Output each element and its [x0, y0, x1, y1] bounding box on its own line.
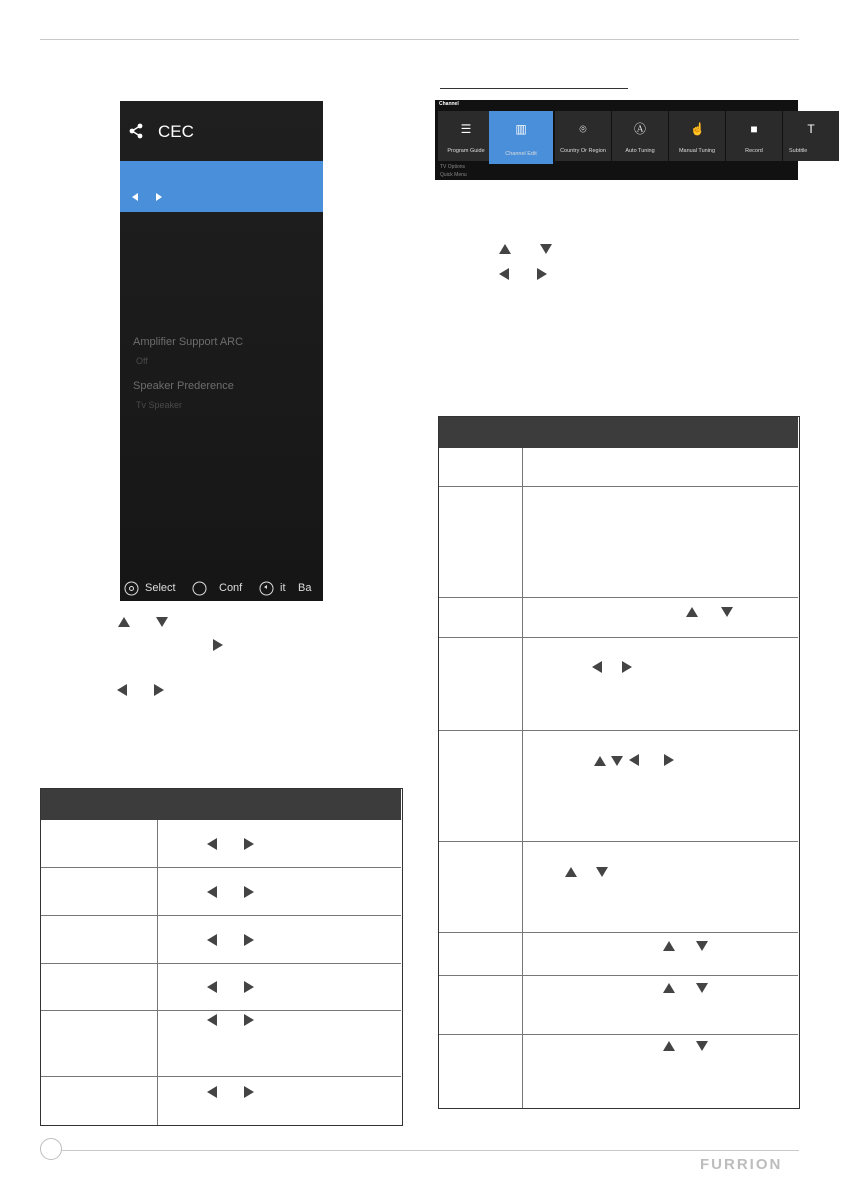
left-arrow-icon — [207, 1014, 217, 1026]
sub-item-quick-menu[interactable]: Quick Menu — [440, 172, 467, 178]
down-arrow-icon — [596, 867, 608, 877]
hand-pointer-icon: ☝ — [690, 122, 705, 136]
down-arrow-icon — [696, 983, 708, 993]
up-arrow-icon — [663, 983, 675, 993]
footer-exit: it — [280, 582, 286, 594]
right-arrow-icon — [244, 886, 254, 898]
right-arrow-icon — [244, 981, 254, 993]
right-arrow-icon — [622, 661, 632, 673]
sub-item-tv-options[interactable]: TV Options — [440, 164, 466, 170]
down-arrow-icon — [156, 617, 168, 627]
left-arrow-icon — [117, 684, 127, 696]
tile-manual-tuning[interactable]: ☝ Manual Tuning — [669, 111, 725, 161]
left-settings-table — [40, 788, 403, 1126]
right-arrow-icon — [213, 639, 223, 651]
left-arrow-icon — [592, 661, 602, 673]
up-arrow-icon — [118, 617, 130, 627]
left-arrow-icon — [207, 934, 217, 946]
tile-record[interactable]: ■ Record — [726, 111, 782, 161]
tile-program-guide[interactable]: ☰ Program Guide — [438, 111, 494, 161]
header-rule — [40, 39, 799, 40]
up-arrow-icon — [686, 607, 698, 617]
camera-icon: ■ — [750, 122, 758, 136]
footer-rule — [62, 1150, 799, 1151]
up-arrow-icon — [499, 244, 511, 254]
right-arrow-icon — [664, 754, 674, 766]
up-arrow-icon — [594, 756, 606, 766]
down-arrow-icon — [696, 941, 708, 951]
tile-channel-edit[interactable]: ▥ Channel Edit — [489, 111, 553, 164]
location-pin-icon: ⌾ — [579, 122, 587, 136]
share-icon — [128, 123, 144, 139]
footer-select: Select — [145, 582, 176, 594]
left-arrow-icon — [629, 754, 639, 766]
table-header — [41, 789, 401, 820]
up-arrow-icon — [663, 941, 675, 951]
left-arrow-icon — [132, 193, 138, 201]
speaker-label[interactable]: Speaker Prederence — [133, 380, 234, 392]
down-arrow-icon — [696, 1041, 708, 1051]
section-underline — [440, 88, 628, 89]
enter-icon — [192, 581, 207, 596]
down-arrow-icon — [540, 244, 552, 254]
left-arrow-icon — [207, 981, 217, 993]
left-arrow-icon — [207, 886, 217, 898]
right-settings-table — [438, 416, 800, 1109]
page-number-circle — [40, 1138, 62, 1160]
cec-footer — [120, 579, 323, 601]
footer-confirm: Conf — [219, 582, 243, 594]
cec-title: CEC — [158, 122, 194, 141]
right-arrow-icon — [244, 838, 254, 850]
auto-tuning-icon: Ⓐ — [633, 122, 646, 136]
up-arrow-icon — [663, 1041, 675, 1051]
table-header — [439, 417, 798, 448]
subtitle-icon: T — [807, 122, 815, 136]
dpad-icon — [124, 581, 139, 596]
cec-screen — [120, 101, 323, 601]
furrion-logo: FURRION — [700, 1156, 783, 1173]
amplifier-label[interactable]: Amplifier Support ARC — [133, 336, 244, 348]
list-icon: ☰ — [460, 122, 472, 136]
bars-icon: ▥ — [515, 122, 527, 136]
right-arrow-icon — [537, 268, 547, 280]
down-arrow-icon — [721, 607, 733, 617]
down-arrow-icon — [611, 756, 623, 766]
left-arrow-icon — [207, 1086, 217, 1098]
right-arrow-icon — [154, 684, 164, 696]
up-arrow-icon — [565, 867, 577, 877]
back-icon — [259, 581, 274, 596]
left-arrow-icon — [499, 268, 509, 280]
tile-auto-tuning[interactable]: Ⓐ Auto Tuning — [612, 111, 668, 161]
right-arrow-icon — [244, 1086, 254, 1098]
amplifier-value: Off — [136, 356, 148, 366]
channel-menu-bar — [435, 100, 815, 180]
tile-country-region[interactable]: ⌾ Country Or Region — [555, 111, 611, 161]
tile-subtitle[interactable]: T Subtitle — [783, 111, 839, 161]
cec-highlight-row[interactable] — [120, 161, 323, 212]
left-arrow-icon — [207, 838, 217, 850]
channel-header: Channel — [439, 101, 459, 107]
right-arrow-icon — [244, 934, 254, 946]
right-arrow-icon — [156, 193, 162, 201]
speaker-value: Tv Speaker — [136, 400, 183, 410]
right-arrow-icon — [244, 1014, 254, 1026]
footer-back: Ba — [298, 582, 312, 594]
